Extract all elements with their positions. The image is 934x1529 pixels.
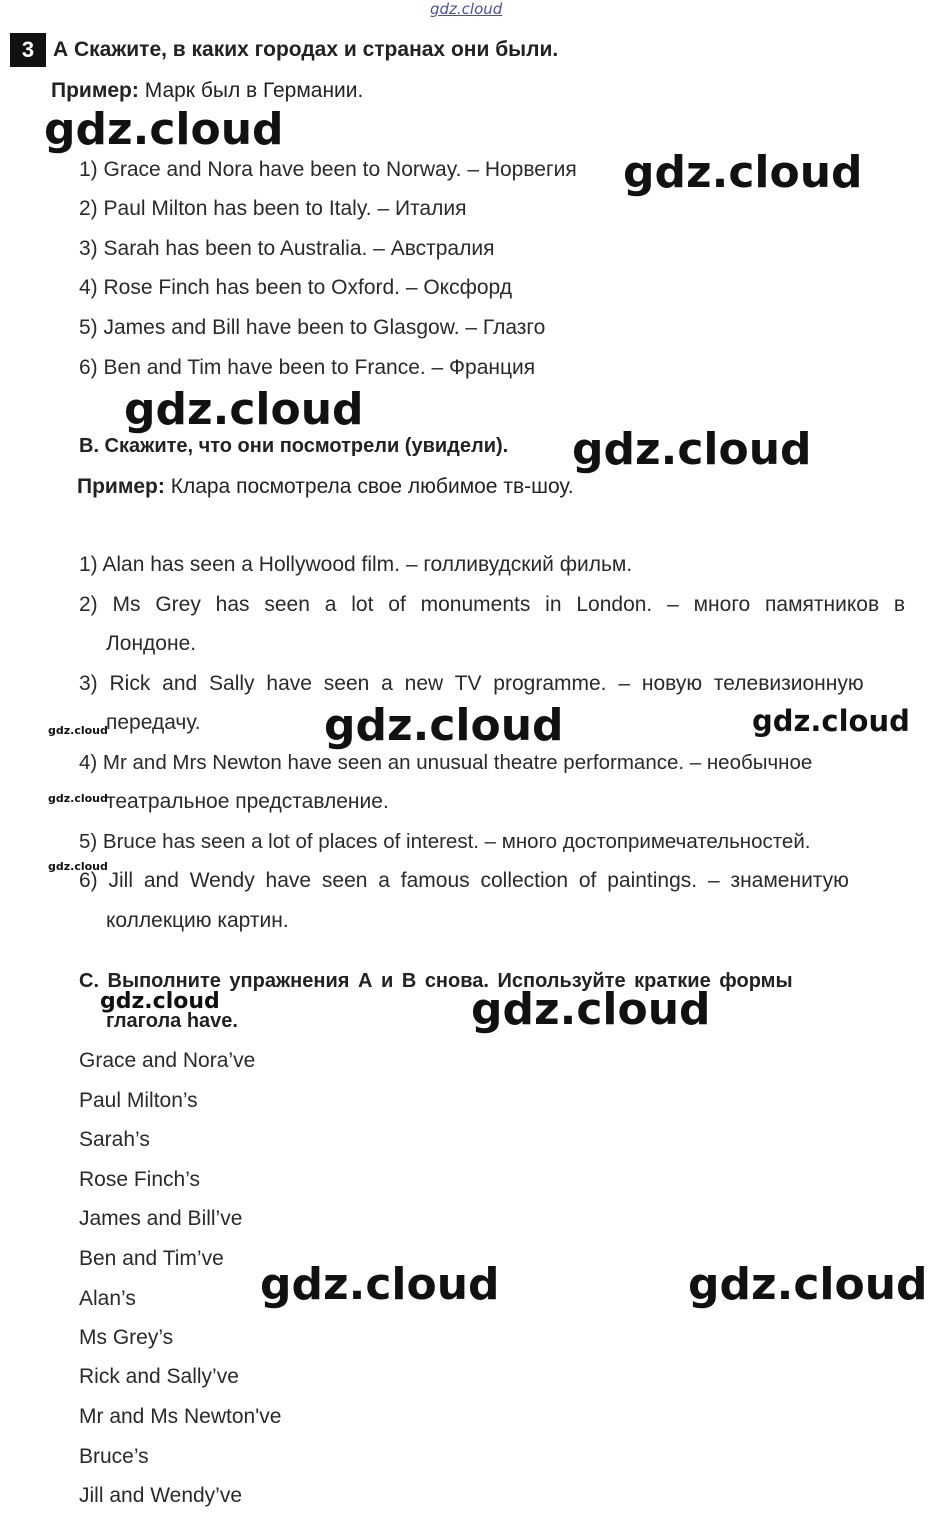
example-text: Клара посмотрела свое любимое тв-шоу. [164,475,574,498]
section-b-item-continued: передачу. [106,711,201,734]
section-a-item: 3) Sarah has been to Australia. – Австралия [79,237,495,260]
watermark: gdz.cloud [48,860,108,873]
section-b-item: 1) Alan has seen a Hollywood film. – голливудский фильм. [79,553,633,576]
watermark: gdz.cloud [471,984,711,1035]
section-a-item: 1) Grace and Nora have been to Norway. – Норвегия [79,158,577,181]
section-c-item: Rose Finch’s [79,1168,200,1191]
section-b-item: 5) Bruce has seen a lot of places of interest. – много достопримечательностей. [79,830,811,853]
section-c-item: Mr and Ms Newton've [79,1405,282,1428]
watermark: gdz.cloud [752,704,910,738]
section-b-item-continued: Лондоне. [106,632,197,655]
section-c-item: Alan’s [79,1287,136,1310]
section-b-example [77,475,574,499]
watermark: gdz.cloud [572,424,812,475]
section-c-item: Rick and Sally’ve [79,1365,239,1388]
watermark: gdz.cloud [44,104,284,155]
section-b-item: 2) Ms Grey has seen a lot of monuments in London. – много памятников в [79,593,906,616]
watermark: gdz.cloud [124,384,364,435]
section-b-item: 3) Rick and Sally have seen a new TV programme. – новую телевизионную [79,672,864,695]
watermark: gdz.cloud [48,792,108,805]
section-c-item: Paul Milton’s [79,1089,198,1112]
watermark: gdz.cloud [623,147,863,198]
section-b-title: В. Скажите, что они посмотрели (увидели). [79,435,509,457]
exercise-number-badge: 3 [10,33,46,67]
example-text: Марк был в Германии. [138,79,364,102]
section-c-item: Bruce’s [79,1445,149,1468]
section-b-item-continued: коллекцию картин. [106,909,289,932]
watermark: gdz.cloud [324,700,564,751]
site-mark[interactable]: gdz.cloud [430,0,503,18]
example-label: Пример: [77,475,165,498]
watermark: gdz.cloud [260,1259,500,1310]
section-c-item: Ms Grey’s [79,1326,174,1349]
watermark: gdz.cloud [100,989,220,1014]
section-a-item: 4) Rose Finch has been to Oxford. – Оксфорд [79,276,513,299]
section-b-item: 4) Mr and Mrs Newton have seen an unusual theatre performance. – необычное [79,751,813,774]
section-c-item: Ben and Tim’ve [79,1247,224,1270]
section-b-item: 6) Jill and Wendy have seen a famous collection of paintings. – знаменитую [79,869,849,892]
section-b-item-continued: театральное представление. [106,790,389,813]
section-c-item: Sarah’s [79,1128,150,1151]
section-a-item: 6) Ben and Tim have been to France. – Франция [79,356,536,379]
example-label: Пример: [51,79,139,102]
section-a-item: 5) James and Bill have been to Glasgow. – Глазго [79,316,546,339]
watermark: gdz.cloud [688,1259,928,1310]
section-c-item: Jill and Wendy’ve [79,1484,243,1507]
watermark: gdz.cloud [48,724,108,737]
section-a-example [51,79,363,103]
section-c-item: Grace and Nora’ve [79,1049,256,1072]
section-c-title: С. Выполните упражнения А и В снова. Используйте краткие формы [79,970,793,992]
section-a-item: 2) Paul Milton has been to Italy. – Италия [79,197,467,220]
section-c-item: James and Bill’ve [79,1207,243,1230]
section-a-title: А Скажите, в каких городах и странах они были. [53,38,559,61]
section-c-title-continued: глагола have. [106,1010,238,1032]
